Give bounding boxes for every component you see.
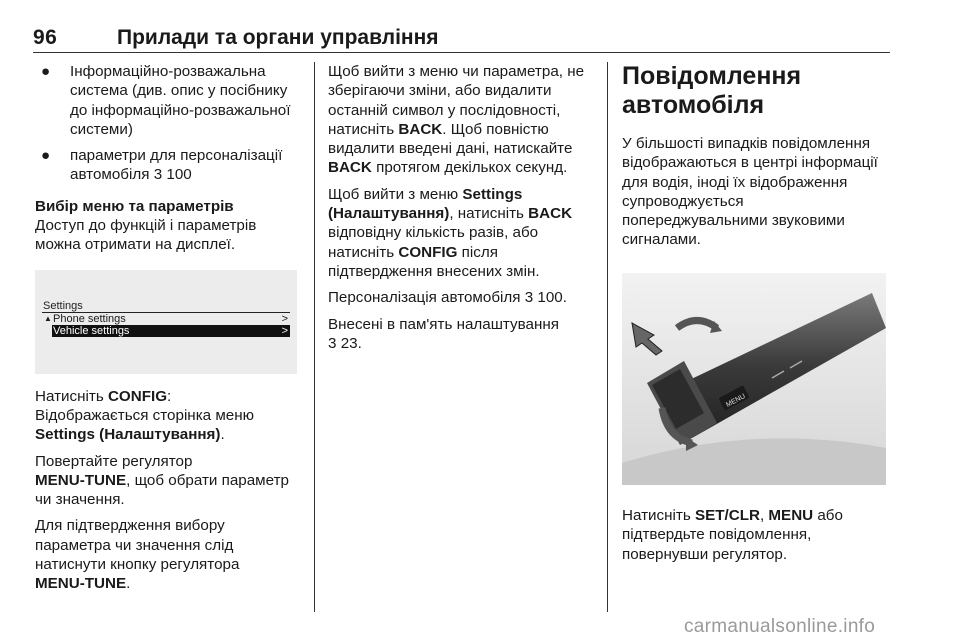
screen-title: Settings	[42, 300, 290, 313]
page-reference[interactable]: 3 100.	[524, 289, 567, 307]
column-divider	[314, 62, 315, 612]
paragraph: Повертайте регулятор MENU-TUNE, щоб обрати параметр чи значення.	[35, 452, 289, 509]
chevron-right-icon: >	[281, 324, 288, 337]
chevron-right-icon: >	[281, 312, 288, 325]
page-number: 96	[33, 26, 58, 49]
paragraph: Для підтвердження вибору параметра чи значення слід натиснути кнопку регулятора MENU-TUNE.	[35, 517, 240, 593]
paragraph: Персоналізація автомобіля 3 100.	[328, 289, 567, 307]
paragraph: Натисніть SET/CLR, MENU або підтвердьте повідомлення, повернувши регулятор.	[622, 507, 843, 563]
paragraph: Внесені в пам'ять налаштування 3 23.	[328, 315, 559, 352]
reference-arrow-icon: 3	[328, 334, 337, 352]
watermark: carmanualsonline.info	[684, 616, 876, 637]
paragraph: Щоб вийти з меню Settings (Налаштування), натисніть BACK відповідну кількість разів, або натисніть CONFIG після підтвердження внесених змін.	[328, 185, 573, 280]
paragraph: Щоб вийти з меню чи параметра, не зберігаючи зміни, або видалити останній символ у послідовності, натисніть BACK. Щоб повністю видалити введені дані, натискайте BACK протягом декількох секунд.	[328, 63, 585, 177]
column-2	[328, 62, 598, 360]
reference-arrow-icon: 3	[524, 289, 534, 307]
page-header	[33, 24, 890, 53]
section-subheading: Вибір меню та параметрів	[35, 197, 234, 215]
page-title: Прилади та органи управління	[117, 26, 439, 49]
screen-row-vehicle-settings: Vehicle settings >	[53, 324, 288, 337]
paragraph: Натисніть CONFIG: Відображається сторінка меню Settings (Налаштування).	[35, 387, 255, 444]
triangle-up-icon: ▲	[44, 313, 52, 323]
section-heading: Повідомлення автомобіля	[622, 62, 802, 119]
screen-row-phone-settings: ▲ Phone settings >	[44, 312, 288, 325]
list-item: ● параметри для персоналізації автомобіля 3 100	[41, 147, 283, 184]
reference-arrow-icon: 3	[153, 166, 163, 184]
menu-button-label: MENU	[725, 392, 747, 409]
steering-stalk-illustration	[622, 273, 886, 485]
display-screen-illustration	[35, 270, 297, 374]
paragraph: У більшості випадків повідомлення відображаються в центрі інформації для водія, іноді їх відображення супроводжується попереджувальними звуковими сигналами.	[622, 135, 878, 249]
paragraph: Доступ до функцій і параметрів можна отримати на дисплеї.	[35, 217, 257, 254]
list-item: ● Інформаційно-розважальна система (див. опис у посібнику до інформаційно-розважальної системи)	[41, 63, 291, 138]
bullet-dot-icon: ●	[41, 147, 51, 165]
page-reference[interactable]: 3 23.	[328, 334, 362, 352]
column-3	[622, 62, 890, 571]
column-divider	[607, 62, 608, 612]
page-reference[interactable]: 3 100	[153, 166, 192, 184]
bullet-dot-icon: ●	[41, 63, 51, 80]
column-1	[35, 62, 300, 601]
